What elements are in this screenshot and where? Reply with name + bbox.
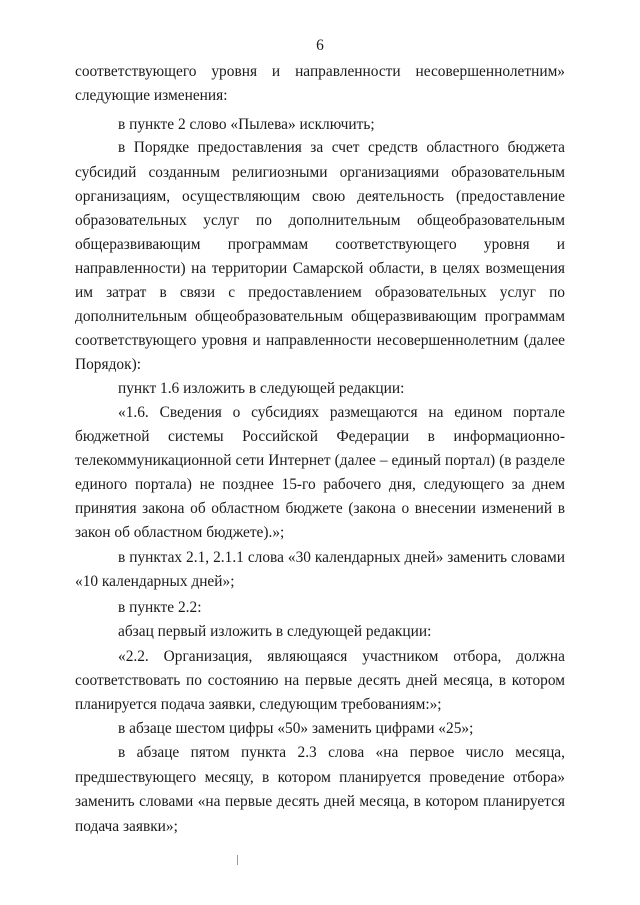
text-line: принятия закона об областном бюджете (закона о внесении изменений в [75, 500, 565, 517]
text-line: образовательных услуг по дополнительным общеобразовательным [75, 212, 565, 229]
text-line: в пунктах 2.1, 2.1.1 слова «30 календарных дней» заменить словами [118, 549, 565, 566]
text-line: бюджетной системы Российской Федерации в информационно- [75, 428, 565, 445]
text-line: «2.2. Организация, являющаяся участником отбора, должна [118, 648, 565, 665]
text-line: абзац первый изложить в следующей редакции: [118, 623, 432, 640]
text-line: соответствовать по состоянию на первые десять дней месяца, в котором [75, 672, 565, 689]
scan-mark [237, 855, 238, 865]
text-line: «10 календарных дней»; [75, 573, 235, 590]
text-line: в абзаце шестом цифры «50» заменить цифрами «25»; [118, 720, 474, 737]
text-line: следующие изменения: [75, 87, 228, 104]
text-line: в Порядке предоставления за счет средств областного бюджета [118, 139, 565, 156]
text-line: предшествующего месяцу, в котором планируется проведение отбора» [75, 769, 565, 786]
text-line: «1.6. Сведения о субсидиях размещаются на едином портале [118, 404, 565, 421]
text-line: соответствующего уровня и направленности несовершеннолетним (далее [75, 332, 565, 349]
text-line: заменить словами «на первые десять дней месяца, в котором планируется [75, 793, 565, 810]
text-line: дополнительным общеобразовательным общеразвивающим программам [75, 308, 565, 325]
text-line: в абзаце пятом пункта 2.3 слова «на первое число месяца, [118, 744, 565, 761]
page-number: 6 [316, 37, 324, 54]
text-line: планируется подача заявки, следующим требованиям:»; [75, 696, 442, 713]
text-line: соответствующего уровня и направленности несовершеннолетним» [75, 63, 565, 80]
text-line: Порядок): [75, 356, 141, 373]
text-line: в пункте 2 слово «Пылева» исключить; [118, 116, 375, 133]
text-line: в пункте 2.2: [118, 599, 202, 616]
text-line: подача заявки»; [75, 818, 178, 835]
text-line: им затрат в связи с предоставлением образовательных услуг по [75, 284, 565, 301]
text-line: общеразвивающим программам соответствующего уровня и [75, 236, 565, 253]
text-line: направленности) на территории Самарской области, в целях возмещения [75, 260, 565, 277]
text-line: пункт 1.6 изложить в следующей редакции: [118, 380, 405, 397]
text-line: закон об областном бюджете).»; [75, 524, 285, 541]
text-line: организациям, осуществляющим свою деятельность (предоставление [75, 188, 565, 205]
text-line: телекоммуникационной сети Интернет (далее – единый портал) (в разделе [75, 452, 565, 469]
text-line: субсидий созданным религиозными организациями образовательным [75, 164, 565, 181]
text-line: единого портала) не позднее 15-го рабочего дня, следующего за днем [75, 476, 565, 493]
